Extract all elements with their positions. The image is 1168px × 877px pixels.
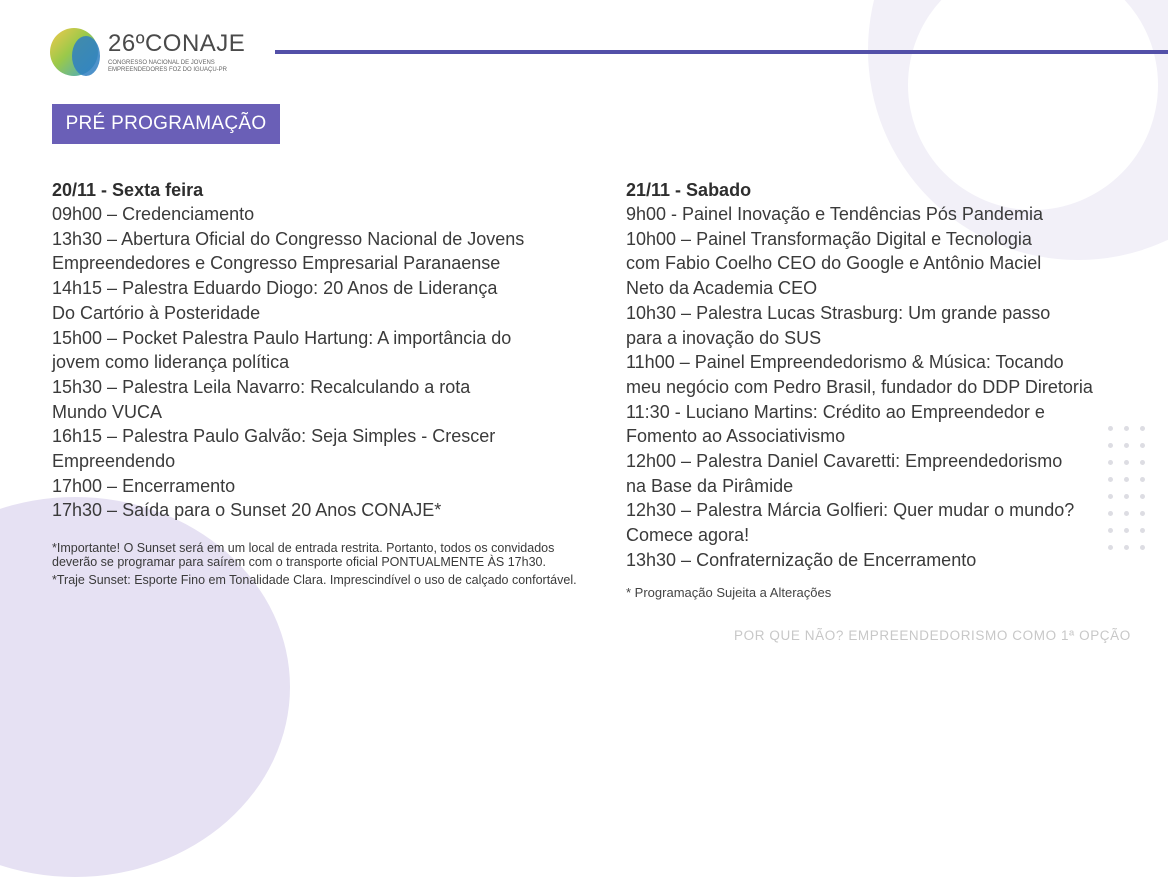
decor-dot xyxy=(1140,477,1145,482)
schedule-line: Empreendedores e Congresso Empresarial Paranaense xyxy=(52,253,501,274)
decor-dot xyxy=(1108,426,1113,431)
decor-dot xyxy=(1108,477,1113,482)
schedule-line: 13h30 – Abertura Oficial do Congresso Nacional de Jovens xyxy=(52,228,525,249)
schedule-line: 12h30 – Palestra Márcia Golfieri: Quer mudar o mundo? xyxy=(626,500,1075,521)
decor-dot xyxy=(1124,528,1129,533)
decor-dot-grid xyxy=(1108,426,1156,550)
day-title: 21/11 - Sabado xyxy=(626,180,752,200)
schedule-day-1 xyxy=(52,178,592,523)
decor-dot xyxy=(1124,494,1129,499)
decor-dot xyxy=(1108,511,1113,516)
schedule-line: 17h30 – Saída para o Sunset 20 Anos CONAJE* xyxy=(52,500,442,521)
note-sunset: *Importante! O Sunset será em um local de entrada restrita. Portanto, todos os convidados deverão se programar para saírem com o transporte oficial PONTUALMENTE ÀS 17h30. xyxy=(52,541,555,569)
schedule-line: Fomento ao Associativismo xyxy=(626,426,846,447)
schedule-line: Neto da Academia CEO xyxy=(626,278,818,299)
decor-dot xyxy=(1108,545,1113,550)
schedule-line: jovem como liderança política xyxy=(52,352,290,373)
schedule-line: Do Cartório à Posteridade xyxy=(52,302,261,323)
decor-dot xyxy=(1108,494,1113,499)
decor-dot xyxy=(1140,460,1145,465)
schedule-line: 16h15 – Palestra Paulo Galvão: Seja Simples - Crescer xyxy=(52,426,496,447)
day-title: 20/11 - Sexta feira xyxy=(52,180,204,200)
schedule-line: 9h00 - Painel Inovação e Tendências Pós Pandemia xyxy=(626,204,1043,224)
decor-dot xyxy=(1124,443,1129,448)
schedule-line: 10h30 – Palestra Lucas Strasburg: Um grande passo xyxy=(626,302,1051,323)
note-dress-code: *Traje Sunset: Esporte Fino em Tonalidade Clara. Imprescindível o uso de calçado confortável. xyxy=(52,573,577,587)
schedule-line: Comece agora! xyxy=(626,525,750,546)
schedule-line: 12h00 – Palestra Daniel Cavaretti: Empreendedorismo xyxy=(626,451,1063,472)
schedule-line: 13h30 – Confraternização de Encerramento xyxy=(626,549,977,570)
logo-title: 26ºCONAJE xyxy=(108,30,246,57)
schedule-line: na Base da Pirâmide xyxy=(626,475,794,496)
schedule-line: 09h00 – Credenciamento xyxy=(52,204,255,224)
schedule-line: com Fabio Coelho CEO do Google e Antônio Maciel xyxy=(626,253,1042,274)
slogan: POR QUE NÃO? EMPREENDEDORISMO COMO 1ª OPÇÃO xyxy=(734,628,1131,643)
header-divider xyxy=(275,50,1168,54)
schedule-line: 11:30 - Luciano Martins: Crédito ao Empreendedor e xyxy=(626,401,1045,422)
decor-dot xyxy=(1124,460,1129,465)
schedule-line: para a inovação do SUS xyxy=(626,327,822,348)
decor-dot xyxy=(1108,528,1113,533)
important-notes xyxy=(52,541,592,587)
decor-dot xyxy=(1140,443,1145,448)
logo-globe-icon xyxy=(50,28,98,76)
decor-dot xyxy=(1124,511,1129,516)
schedule-line: 15h00 – Pocket Palestra Paulo Hartung: A importância do xyxy=(52,327,512,348)
decor-dot xyxy=(1140,494,1145,499)
schedule-day-2 xyxy=(626,178,1146,573)
schedule-line: 11h00 – Painel Empreendedorismo & Música: Tocando xyxy=(626,352,1064,373)
decor-dot xyxy=(1140,545,1145,550)
decor-dot xyxy=(1140,528,1145,533)
decor-dot xyxy=(1108,460,1113,465)
schedule-line: 15h30 – Palestra Leila Navarro: Recalculando a rota xyxy=(52,376,471,397)
logo-subtitle-line1: CONGRESSO NACIONAL DE JOVENS xyxy=(108,60,215,66)
schedule-line: 14h15 – Palestra Eduardo Diogo: 20 Anos de Liderança xyxy=(52,278,498,299)
logo xyxy=(50,28,270,80)
decor-dot xyxy=(1124,426,1129,431)
schedule-line: Empreendendo xyxy=(52,451,176,472)
section-badge: PRÉ PROGRAMAÇÃO xyxy=(52,104,280,144)
schedule-line: meu negócio com Pedro Brasil, fundador do DDP Diretoria xyxy=(626,376,1093,397)
decor-dot xyxy=(1124,545,1129,550)
logo-subtitle-line2: EMPREENDEDORES FOZ DO IGUAÇU-PR xyxy=(108,67,228,73)
schedule-line: 10h00 – Painel Transformação Digital e Tecnologia xyxy=(626,228,1032,249)
decor-dot xyxy=(1108,443,1113,448)
logo-subtitle xyxy=(108,60,278,74)
schedule-footnote: * Programação Sujeita a Alterações xyxy=(626,585,832,600)
schedule-line: Mundo VUCA xyxy=(52,401,163,422)
decor-dot xyxy=(1124,477,1129,482)
decor-dot xyxy=(1140,511,1145,516)
decor-dot xyxy=(1140,426,1145,431)
schedule-line: 17h00 – Encerramento xyxy=(52,475,236,496)
